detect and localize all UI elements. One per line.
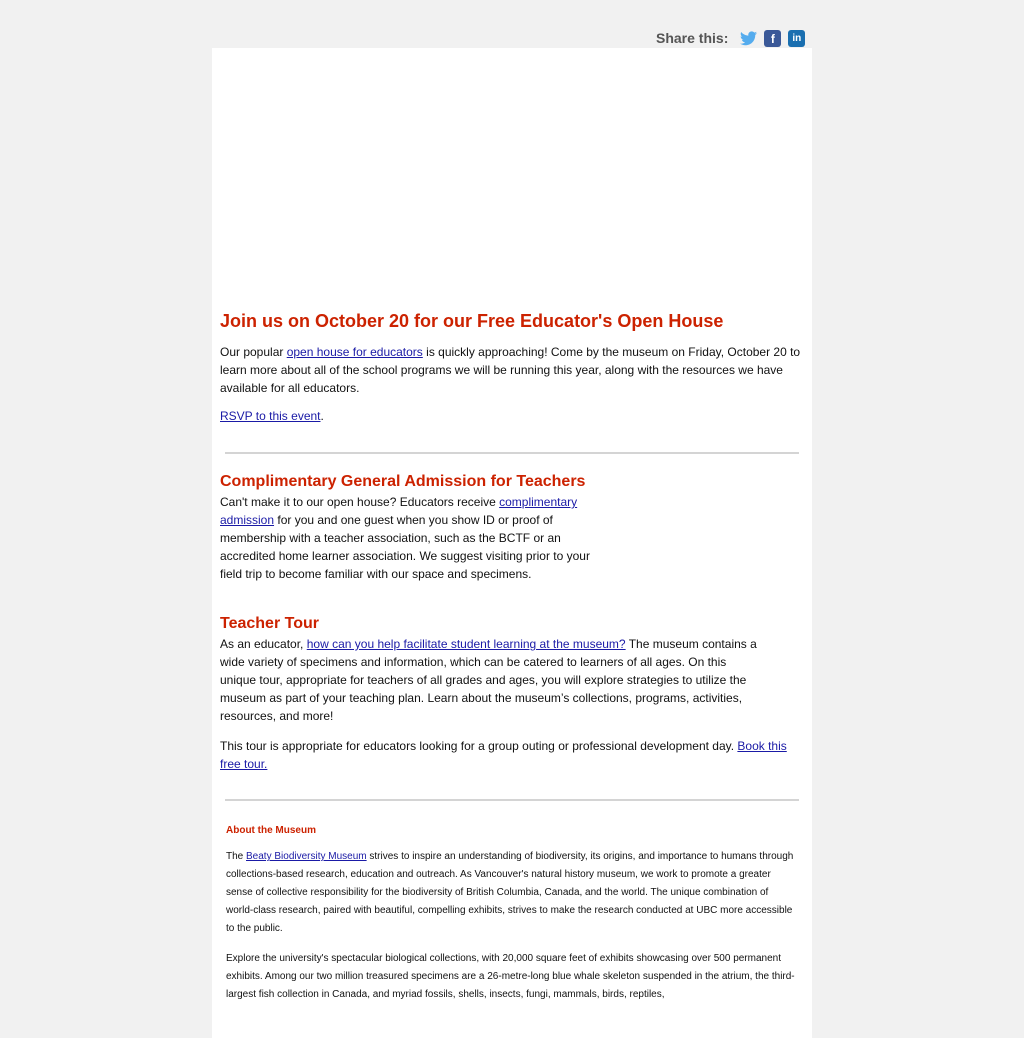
teacher-tour-paragraph (220, 635, 765, 725)
teacher-tour-title: Teacher Tour (220, 615, 319, 632)
twitter-icon[interactable] (740, 30, 757, 47)
text: The museum contains a wide variety of specimens and information, which can be catered to learners of all ages. On this unique tour, appropriate for teachers of all grades and ages, you will explore strategies to utilize the museum as part of your teaching plan. Learn about the museum’s collections, programs, activities, resources, and more! (220, 637, 757, 723)
open-house-title: Join us on October 20 for our Free Educator's Open House (220, 311, 724, 331)
text: strives to inspire an understanding of biodiversity, its origins, and importance to humans through collections-based research, education and outreach. As Vancouver's natural history museum, we work to promote a greater sense of collective responsibility for the biodiversity of British Columbia, Canada, and the world. The unique combination of world-class research, paired with beautiful, compelling exhibits, strives to make the research conducted at UBC more accessible to the public. (226, 851, 794, 934)
open-house-paragraph (220, 343, 804, 397)
open-house-link[interactable]: open house for educators (286, 345, 423, 359)
complimentary-admission-link[interactable]: complimentary admission (220, 495, 578, 527)
rsvp-link[interactable]: RSVP to this event (220, 409, 321, 423)
about-paragraph-1 (226, 848, 798, 938)
beaty-museum-link[interactable]: Beaty Biodiversity Museum (246, 851, 367, 862)
teacher-tour-section (220, 615, 804, 773)
open-house-section (220, 311, 804, 425)
about-title: About the Museum (226, 825, 316, 836)
text: is quickly approaching! Come by the museum on Friday, October 20 to learn more about all of the school programs we will be running this year, along with the resources we have available for all educators. (220, 345, 801, 395)
linkedin-icon[interactable]: in (788, 30, 805, 47)
hero-image-placeholder (212, 48, 812, 303)
admission-paragraph (220, 493, 590, 583)
text: As an educator, (220, 637, 307, 651)
about-paragraph-2: Explore the university's spectacular biological collections, with 20,000 square feet of exhibits showcasing over 500 permanent exhibits. Among our two million treasured specimens are a 26-metre-long blue whale skeleton suspended in the atrium, the third-largest fish collection in Canada, and myriad fossils, shells, insects, fungi, mammals, birds, reptiles, (226, 953, 795, 1000)
facilitate-learning-link[interactable]: how can you help facilitate student learning at the museum? (306, 637, 626, 651)
text: Can't make it to our open house? Educators receive (220, 495, 500, 509)
text: for you and one guest when you show ID or proof of membership with a teacher association, such as the BCTF or an accredited home learner association. We suggest visiting prior to your field trip to become familiar with our space and specimens. (220, 513, 590, 581)
admission-title: Complimentary General Admission for Teachers (220, 473, 586, 490)
book-tour-paragraph (220, 737, 800, 773)
text: . (320, 409, 324, 423)
text: The (226, 851, 247, 862)
share-icons (740, 28, 812, 47)
text: This tour is appropriate for educators looking for a group outing or professional development day. (220, 739, 738, 753)
admission-section (220, 473, 804, 583)
about-section (220, 801, 804, 1004)
share-label: Share this: (656, 29, 729, 46)
divider (225, 452, 799, 454)
book-tour-link[interactable]: Book this free tour. (220, 739, 787, 771)
share-bar (656, 28, 812, 47)
text: Our popular (220, 345, 287, 359)
email-body (212, 48, 812, 1038)
facebook-icon[interactable]: f (764, 30, 781, 47)
rsvp-paragraph (220, 407, 804, 425)
